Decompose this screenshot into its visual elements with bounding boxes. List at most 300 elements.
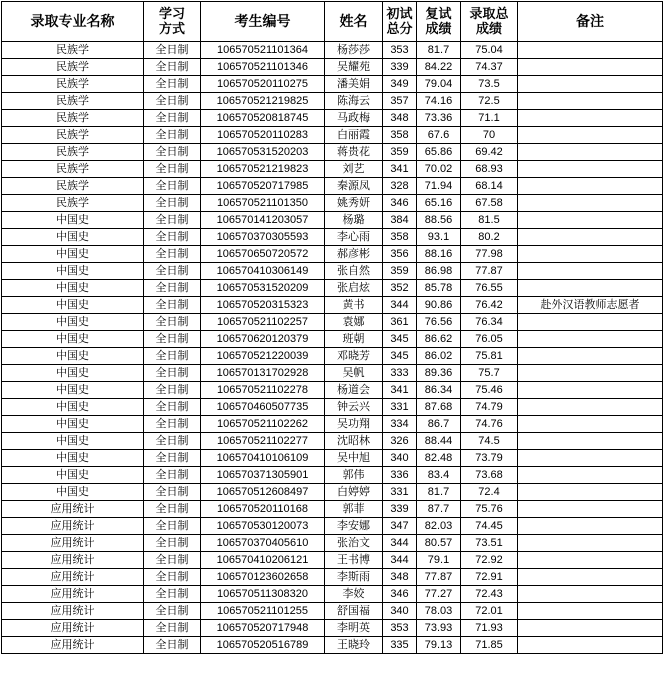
cell-study-mode: 全日制 [144, 365, 201, 382]
cell-retest-score: 82.03 [417, 518, 461, 535]
cell-retest-score: 87.7 [417, 501, 461, 518]
cell-major: 中国史 [2, 399, 144, 416]
cell-name: 袁娜 [325, 314, 383, 331]
cell-exam-id: 106570131702928 [201, 365, 325, 382]
cell-initial-score: 335 [383, 637, 417, 654]
cell-total-score: 76.42 [461, 297, 518, 314]
cell-initial-score: 344 [383, 552, 417, 569]
cell-total-score: 77.98 [461, 246, 518, 263]
cell-major: 中国史 [2, 450, 144, 467]
cell-major: 中国史 [2, 246, 144, 263]
cell-initial-score: 339 [383, 501, 417, 518]
cell-initial-score: 331 [383, 484, 417, 501]
cell-study-mode: 全日制 [144, 144, 201, 161]
cell-retest-score: 77.27 [417, 586, 461, 603]
cell-name: 吴功翔 [325, 416, 383, 433]
cell-retest-score: 84.22 [417, 59, 461, 76]
header-total-score [461, 2, 518, 42]
cell-note [518, 382, 663, 399]
cell-major: 民族学 [2, 110, 144, 127]
cell-name: 马政梅 [325, 110, 383, 127]
cell-retest-score: 79.04 [417, 76, 461, 93]
cell-note: 赴外汉语教师志愿者 [518, 297, 663, 314]
cell-total-score: 75.81 [461, 348, 518, 365]
cell-study-mode: 全日制 [144, 127, 201, 144]
cell-study-mode: 全日制 [144, 484, 201, 501]
cell-major: 民族学 [2, 76, 144, 93]
cell-major: 中国史 [2, 331, 144, 348]
cell-exam-id: 106570521101346 [201, 59, 325, 76]
table-row [2, 76, 663, 93]
cell-note [518, 280, 663, 297]
table-row [2, 586, 663, 603]
table-row [2, 212, 663, 229]
cell-name: 蒋贵花 [325, 144, 383, 161]
cell-initial-score: 346 [383, 195, 417, 212]
cell-study-mode: 全日制 [144, 110, 201, 127]
cell-retest-score: 67.6 [417, 127, 461, 144]
cell-note [518, 552, 663, 569]
cell-total-score: 73.51 [461, 535, 518, 552]
cell-study-mode: 全日制 [144, 212, 201, 229]
cell-total-score: 76.34 [461, 314, 518, 331]
cell-initial-score: 356 [383, 246, 417, 263]
cell-major: 中国史 [2, 433, 144, 450]
cell-initial-score: 358 [383, 127, 417, 144]
cell-name: 邓晓芳 [325, 348, 383, 365]
header-note: 备注 [518, 2, 663, 42]
cell-name: 张自然 [325, 263, 383, 280]
cell-major: 应用统计 [2, 518, 144, 535]
cell-exam-id: 106570520110275 [201, 76, 325, 93]
cell-study-mode: 全日制 [144, 382, 201, 399]
cell-major: 中国史 [2, 467, 144, 484]
cell-total-score: 75.46 [461, 382, 518, 399]
table-row [2, 552, 663, 569]
cell-initial-score: 333 [383, 365, 417, 382]
cell-study-mode: 全日制 [144, 59, 201, 76]
cell-exam-id: 106570521219823 [201, 161, 325, 178]
table-row [2, 433, 663, 450]
cell-total-score: 68.14 [461, 178, 518, 195]
cell-name: 李斯雨 [325, 569, 383, 586]
cell-major: 中国史 [2, 212, 144, 229]
cell-exam-id: 106570521220039 [201, 348, 325, 365]
cell-retest-score: 86.34 [417, 382, 461, 399]
cell-exam-id: 106570521101255 [201, 603, 325, 620]
cell-study-mode: 全日制 [144, 297, 201, 314]
cell-retest-score: 71.94 [417, 178, 461, 195]
cell-total-score: 74.37 [461, 59, 518, 76]
cell-major: 中国史 [2, 280, 144, 297]
cell-total-score: 71.93 [461, 620, 518, 637]
cell-major: 民族学 [2, 42, 144, 59]
table-row [2, 178, 663, 195]
cell-total-score: 75.04 [461, 42, 518, 59]
cell-retest-score: 88.44 [417, 433, 461, 450]
cell-study-mode: 全日制 [144, 399, 201, 416]
table-row [2, 195, 663, 212]
cell-study-mode: 全日制 [144, 280, 201, 297]
header-initial-score [383, 2, 417, 42]
cell-name: 李心雨 [325, 229, 383, 246]
cell-exam-id: 106570520717985 [201, 178, 325, 195]
cell-retest-score: 86.98 [417, 263, 461, 280]
cell-study-mode: 全日制 [144, 535, 201, 552]
cell-study-mode: 全日制 [144, 93, 201, 110]
cell-exam-id: 106570410306149 [201, 263, 325, 280]
cell-total-score: 76.55 [461, 280, 518, 297]
cell-study-mode: 全日制 [144, 178, 201, 195]
table-row [2, 246, 663, 263]
cell-retest-score: 93.1 [417, 229, 461, 246]
table-row [2, 59, 663, 76]
cell-initial-score: 359 [383, 144, 417, 161]
cell-retest-score: 70.02 [417, 161, 461, 178]
cell-initial-score: 345 [383, 331, 417, 348]
cell-name: 王晓玲 [325, 637, 383, 654]
header-study-mode-line1: 学习 [158, 6, 185, 22]
table-row [2, 331, 663, 348]
cell-study-mode: 全日制 [144, 42, 201, 59]
cell-name: 郭伟 [325, 467, 383, 484]
cell-note [518, 110, 663, 127]
cell-name: 张治文 [325, 535, 383, 552]
cell-major: 中国史 [2, 416, 144, 433]
cell-exam-id: 106570521102257 [201, 314, 325, 331]
cell-note [518, 603, 663, 620]
cell-study-mode: 全日制 [144, 603, 201, 620]
cell-initial-score: 357 [383, 93, 417, 110]
cell-initial-score: 344 [383, 297, 417, 314]
table-row [2, 365, 663, 382]
table-row [2, 144, 663, 161]
cell-total-score: 67.58 [461, 195, 518, 212]
cell-exam-id: 106570620120379 [201, 331, 325, 348]
cell-total-score: 80.2 [461, 229, 518, 246]
cell-name: 郭菲 [325, 501, 383, 518]
cell-initial-score: 359 [383, 263, 417, 280]
cell-name: 黄书 [325, 297, 383, 314]
cell-total-score: 72.43 [461, 586, 518, 603]
cell-note [518, 501, 663, 518]
cell-study-mode: 全日制 [144, 331, 201, 348]
cell-name: 陈海云 [325, 93, 383, 110]
cell-major: 应用统计 [2, 535, 144, 552]
cell-total-score: 72.91 [461, 569, 518, 586]
cell-retest-score: 81.7 [417, 484, 461, 501]
table-header [2, 2, 663, 42]
cell-note [518, 620, 663, 637]
cell-retest-score: 90.86 [417, 297, 461, 314]
cell-study-mode: 全日制 [144, 637, 201, 654]
cell-exam-id: 106570520110283 [201, 127, 325, 144]
cell-exam-id: 106570371305901 [201, 467, 325, 484]
table-row [2, 569, 663, 586]
cell-retest-score: 89.36 [417, 365, 461, 382]
cell-initial-score: 349 [383, 76, 417, 93]
cell-study-mode: 全日制 [144, 263, 201, 280]
cell-name: 舒国福 [325, 603, 383, 620]
table-row [2, 484, 663, 501]
cell-name: 班朝 [325, 331, 383, 348]
cell-note [518, 331, 663, 348]
cell-major: 民族学 [2, 93, 144, 110]
cell-retest-score: 79.13 [417, 637, 461, 654]
cell-exam-id: 106570512608497 [201, 484, 325, 501]
header-major: 录取专业名称 [2, 2, 144, 42]
cell-note [518, 416, 663, 433]
cell-initial-score: 339 [383, 59, 417, 76]
cell-name: 李明英 [325, 620, 383, 637]
header-total-line1: 录取总 [469, 6, 509, 22]
cell-major: 民族学 [2, 195, 144, 212]
cell-major: 中国史 [2, 484, 144, 501]
cell-total-score: 74.5 [461, 433, 518, 450]
table-row [2, 382, 663, 399]
cell-retest-score: 77.87 [417, 569, 461, 586]
cell-major: 民族学 [2, 178, 144, 195]
header-exam-id: 考生编号 [201, 2, 325, 42]
cell-name: 白丽霞 [325, 127, 383, 144]
table-row [2, 467, 663, 484]
cell-retest-score: 81.7 [417, 42, 461, 59]
cell-note [518, 263, 663, 280]
cell-initial-score: 353 [383, 42, 417, 59]
table-row [2, 399, 663, 416]
table-row [2, 450, 663, 467]
cell-name: 潘美娟 [325, 76, 383, 93]
cell-initial-score: 353 [383, 620, 417, 637]
cell-exam-id: 106570410206121 [201, 552, 325, 569]
cell-note [518, 144, 663, 161]
cell-name: 吴耀苑 [325, 59, 383, 76]
cell-total-score: 76.05 [461, 331, 518, 348]
cell-study-mode: 全日制 [144, 229, 201, 246]
cell-total-score: 71.1 [461, 110, 518, 127]
cell-initial-score: 340 [383, 603, 417, 620]
cell-initial-score: 352 [383, 280, 417, 297]
cell-total-score: 75.7 [461, 365, 518, 382]
table-row [2, 501, 663, 518]
cell-exam-id: 106570520717948 [201, 620, 325, 637]
cell-name: 吴帆 [325, 365, 383, 382]
cell-exam-id: 106570650720572 [201, 246, 325, 263]
cell-exam-id: 106570520818745 [201, 110, 325, 127]
header-row [2, 2, 663, 42]
cell-total-score: 74.76 [461, 416, 518, 433]
cell-note [518, 399, 663, 416]
table-row [2, 620, 663, 637]
cell-major: 中国史 [2, 229, 144, 246]
cell-study-mode: 全日制 [144, 620, 201, 637]
cell-exam-id: 106570123602658 [201, 569, 325, 586]
table-row [2, 637, 663, 654]
cell-exam-id: 106570521101364 [201, 42, 325, 59]
cell-note [518, 246, 663, 263]
cell-exam-id: 106570521102262 [201, 416, 325, 433]
cell-study-mode: 全日制 [144, 450, 201, 467]
cell-note [518, 484, 663, 501]
cell-total-score: 74.79 [461, 399, 518, 416]
cell-initial-score: 341 [383, 382, 417, 399]
header-retest-line2: 成绩 [425, 21, 452, 37]
cell-exam-id: 106570520516789 [201, 637, 325, 654]
cell-initial-score: 384 [383, 212, 417, 229]
table-row [2, 348, 663, 365]
cell-retest-score: 73.36 [417, 110, 461, 127]
cell-name: 杨道会 [325, 382, 383, 399]
cell-exam-id: 106570521101350 [201, 195, 325, 212]
cell-note [518, 637, 663, 654]
cell-note [518, 467, 663, 484]
cell-total-score: 72.92 [461, 552, 518, 569]
cell-major: 应用统计 [2, 569, 144, 586]
cell-note [518, 348, 663, 365]
cell-total-score: 81.5 [461, 212, 518, 229]
cell-retest-score: 65.86 [417, 144, 461, 161]
cell-name: 沈昭林 [325, 433, 383, 450]
cell-retest-score: 65.16 [417, 195, 461, 212]
cell-major: 中国史 [2, 348, 144, 365]
table-row [2, 110, 663, 127]
cell-study-mode: 全日制 [144, 552, 201, 569]
cell-total-score: 75.76 [461, 501, 518, 518]
cell-study-mode: 全日制 [144, 501, 201, 518]
cell-initial-score: 341 [383, 161, 417, 178]
header-name: 姓名 [325, 2, 383, 42]
table-row [2, 280, 663, 297]
cell-study-mode: 全日制 [144, 586, 201, 603]
cell-note [518, 212, 663, 229]
cell-total-score: 72.5 [461, 93, 518, 110]
cell-retest-score: 79.1 [417, 552, 461, 569]
cell-retest-score: 88.16 [417, 246, 461, 263]
cell-retest-score: 73.93 [417, 620, 461, 637]
cell-major: 民族学 [2, 59, 144, 76]
table-row [2, 263, 663, 280]
cell-exam-id: 106570531520209 [201, 280, 325, 297]
header-initial-line2: 总分 [386, 21, 413, 37]
cell-exam-id: 106570460507735 [201, 399, 325, 416]
cell-study-mode: 全日制 [144, 518, 201, 535]
cell-retest-score: 74.16 [417, 93, 461, 110]
cell-initial-score: 328 [383, 178, 417, 195]
cell-study-mode: 全日制 [144, 246, 201, 263]
header-study-mode-line2: 方式 [158, 21, 185, 37]
cell-study-mode: 全日制 [144, 467, 201, 484]
cell-retest-score: 83.4 [417, 467, 461, 484]
cell-initial-score: 358 [383, 229, 417, 246]
cell-exam-id: 106570530120073 [201, 518, 325, 535]
cell-major: 中国史 [2, 365, 144, 382]
table-row [2, 297, 663, 314]
cell-initial-score: 348 [383, 110, 417, 127]
cell-note [518, 195, 663, 212]
cell-name: 杨璐 [325, 212, 383, 229]
cell-note [518, 93, 663, 110]
cell-name: 白婷婷 [325, 484, 383, 501]
table-row [2, 535, 663, 552]
cell-total-score: 73.68 [461, 467, 518, 484]
cell-exam-id: 106570511308320 [201, 586, 325, 603]
cell-study-mode: 全日制 [144, 433, 201, 450]
table-row [2, 416, 663, 433]
cell-retest-score: 76.56 [417, 314, 461, 331]
cell-major: 民族学 [2, 144, 144, 161]
cell-note [518, 433, 663, 450]
cell-exam-id: 106570370305593 [201, 229, 325, 246]
cell-exam-id: 106570520315323 [201, 297, 325, 314]
cell-note [518, 314, 663, 331]
cell-note [518, 229, 663, 246]
cell-note [518, 42, 663, 59]
cell-total-score: 70 [461, 127, 518, 144]
cell-retest-score: 86.7 [417, 416, 461, 433]
cell-study-mode: 全日制 [144, 314, 201, 331]
cell-note [518, 161, 663, 178]
cell-exam-id: 106570370405610 [201, 535, 325, 552]
cell-initial-score: 344 [383, 535, 417, 552]
cell-major: 应用统计 [2, 620, 144, 637]
cell-initial-score: 346 [383, 586, 417, 603]
table-row [2, 603, 663, 620]
cell-study-mode: 全日制 [144, 161, 201, 178]
cell-initial-score: 326 [383, 433, 417, 450]
cell-retest-score: 87.68 [417, 399, 461, 416]
cell-total-score: 69.42 [461, 144, 518, 161]
cell-major: 应用统计 [2, 586, 144, 603]
table-row [2, 42, 663, 59]
table-row [2, 127, 663, 144]
cell-name: 李姣 [325, 586, 383, 603]
cell-total-score: 73.5 [461, 76, 518, 93]
cell-exam-id: 106570410106109 [201, 450, 325, 467]
cell-name: 钟云兴 [325, 399, 383, 416]
cell-note [518, 586, 663, 603]
cell-name: 刘艺 [325, 161, 383, 178]
table-row [2, 93, 663, 110]
cell-major: 应用统计 [2, 501, 144, 518]
cell-note [518, 178, 663, 195]
cell-retest-score: 78.03 [417, 603, 461, 620]
cell-initial-score: 348 [383, 569, 417, 586]
cell-exam-id: 106570521219825 [201, 93, 325, 110]
cell-total-score: 68.93 [461, 161, 518, 178]
cell-study-mode: 全日制 [144, 348, 201, 365]
cell-major: 中国史 [2, 297, 144, 314]
cell-note [518, 76, 663, 93]
cell-name: 秦源凤 [325, 178, 383, 195]
cell-total-score: 71.85 [461, 637, 518, 654]
cell-name: 吴中旭 [325, 450, 383, 467]
cell-retest-score: 85.78 [417, 280, 461, 297]
cell-total-score: 73.79 [461, 450, 518, 467]
cell-exam-id: 106570521102278 [201, 382, 325, 399]
cell-name: 郝彦彬 [325, 246, 383, 263]
cell-note [518, 365, 663, 382]
cell-note [518, 518, 663, 535]
cell-note [518, 127, 663, 144]
cell-major: 民族学 [2, 127, 144, 144]
cell-name: 姚秀妍 [325, 195, 383, 212]
cell-initial-score: 347 [383, 518, 417, 535]
cell-study-mode: 全日制 [144, 569, 201, 586]
cell-major: 应用统计 [2, 603, 144, 620]
cell-total-score: 72.4 [461, 484, 518, 501]
table-row [2, 518, 663, 535]
header-total-line2: 成绩 [475, 21, 502, 37]
